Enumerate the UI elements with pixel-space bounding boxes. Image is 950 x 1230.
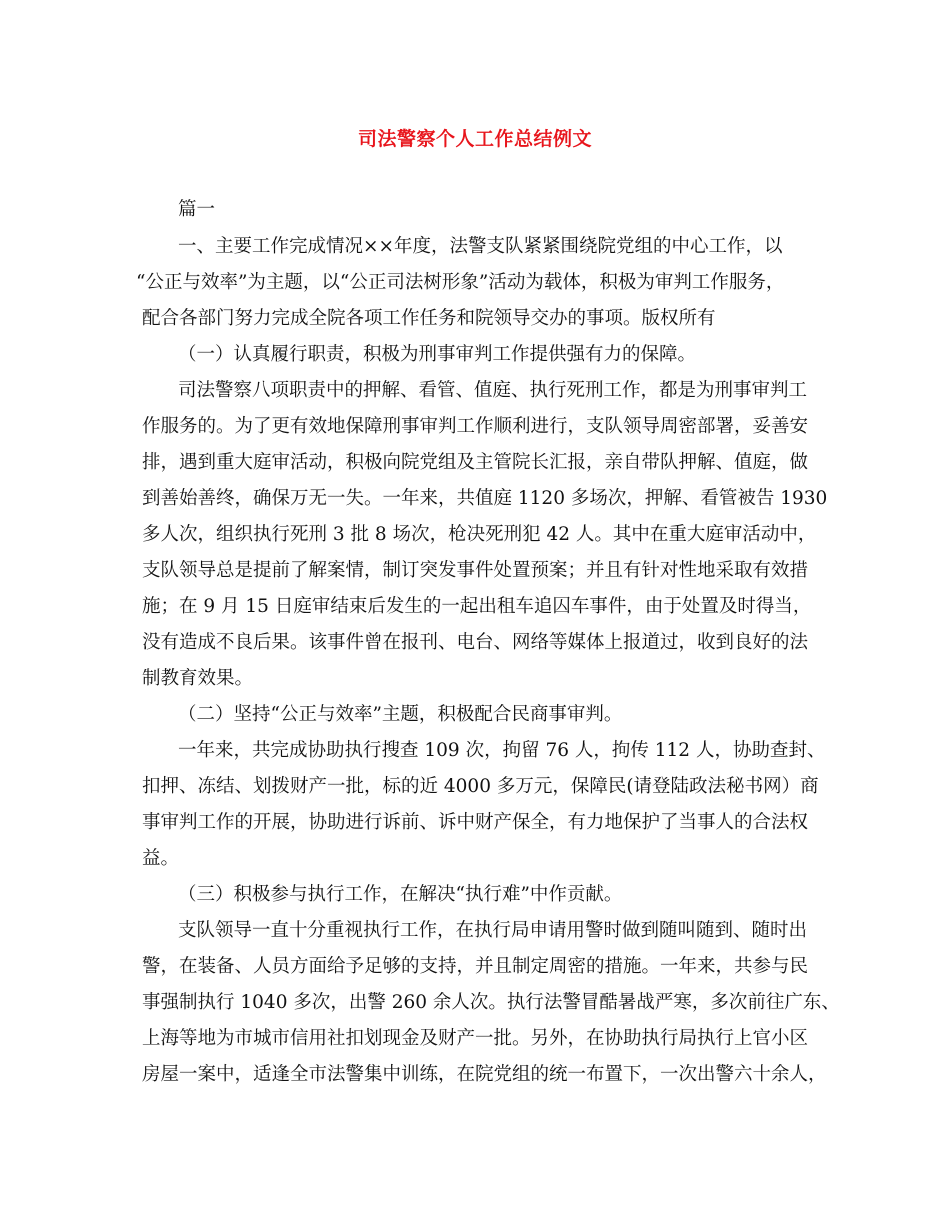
paragraph-line: 篇一 xyxy=(178,199,216,220)
paragraph-line: 上海等地为市城市信用社扣划现金及财产一批。另外，在协助执行局执行上官小区 xyxy=(142,1028,809,1049)
paragraph-line: 一、主要工作完成情况××年度，法警支队紧紧围绕院党组的中心工作，以 xyxy=(178,236,783,257)
paragraph-line: 司法警察八项职责中的押解、看管、值庭、执行死刑工作，都是为刑事审判工 xyxy=(178,380,808,401)
paragraph-line: （三）积极参与执行工作，在解决“执行难”中作贡献。 xyxy=(178,884,623,905)
paragraph-line: 没有造成不良后果。该事件曾在报刊、电台、网络等媒体上报道过，收到良好的法 xyxy=(142,632,809,653)
paragraph-line: 益。 xyxy=(142,848,180,869)
paragraph-line: 施；在 9 月 15 日庭审结束后发生的一起出租车追囚车事件，由于处置及时得当， xyxy=(142,596,812,617)
paragraph-line: 多人次，组织执行死刑 3 批 8 场次，枪决死刑犯 42 人。其中在重大庭审活动中， xyxy=(142,524,817,545)
paragraph-line: “公正与效率”为主题，以“公正司法树形象”活动为载体，积极为审判工作服务， xyxy=(136,272,785,293)
paragraph-line: 支队领导一直十分重视执行工作，在执行局申请用警时做到随叫随到、随时出 xyxy=(178,920,808,941)
paragraph-line: 事强制执行 1040 多次，出警 260 余人次。执行法警冒酷暑战严寒，多次前往广东、 xyxy=(142,992,840,1013)
paragraph-line: 支队领导总是提前了解案情，制订突发事件处置预案；并且有针对性地采取有效措 xyxy=(142,560,809,581)
paragraph-line: 房屋一案中，适逢全市法警集中训练，在院党组的统一布置下，一次出警六十余人， xyxy=(142,1064,827,1085)
paragraph-line: 扣押、冻结、划拨财产一批，标的近 4000 多万元，保障民(请登陆政法秘书网）商 xyxy=(142,776,819,797)
paragraph-line: （二）坚持“公正与效率”主题，积极配合民商事审判。 xyxy=(178,704,623,725)
paragraph-line: 作服务的。为了更有效地保障刑事审判工作顺利进行，支队领导周密部署，妥善安 xyxy=(142,416,809,437)
paragraph-line: 制教育效果。 xyxy=(142,668,254,689)
paragraph-line: 一年来，共完成协助执行搜查 109 次，拘留 76 人，拘传 112 人，协助查封、 xyxy=(178,740,826,761)
paragraph-line: 到善始善终，确保万无一失。一年来，共值庭 1120 多场次，押解、看管被告 1930 xyxy=(142,488,828,509)
paragraph-line: 配合各部门努力完成全院各项工作任务和院领导交办的事项。版权所有 xyxy=(142,308,716,329)
paragraph-line: 警，在装备、人员方面给予足够的支持，并且制定周密的措施。一年来，共参与民 xyxy=(142,956,809,977)
paragraph-line: （一）认真履行职责，积极为刑事审判工作提供强有力的保障。 xyxy=(178,344,697,365)
document-title: 司法警察个人工作总结例文 xyxy=(357,128,592,150)
paragraph-line: 事审判工作的开展，协助进行诉前、诉中财产保全，有力地保护了当事人的合法权 xyxy=(142,812,809,833)
paragraph-line: 排，遇到重大庭审活动，积极向院党组及主管院长汇报，亲自带队押解、值庭，做 xyxy=(142,452,809,473)
